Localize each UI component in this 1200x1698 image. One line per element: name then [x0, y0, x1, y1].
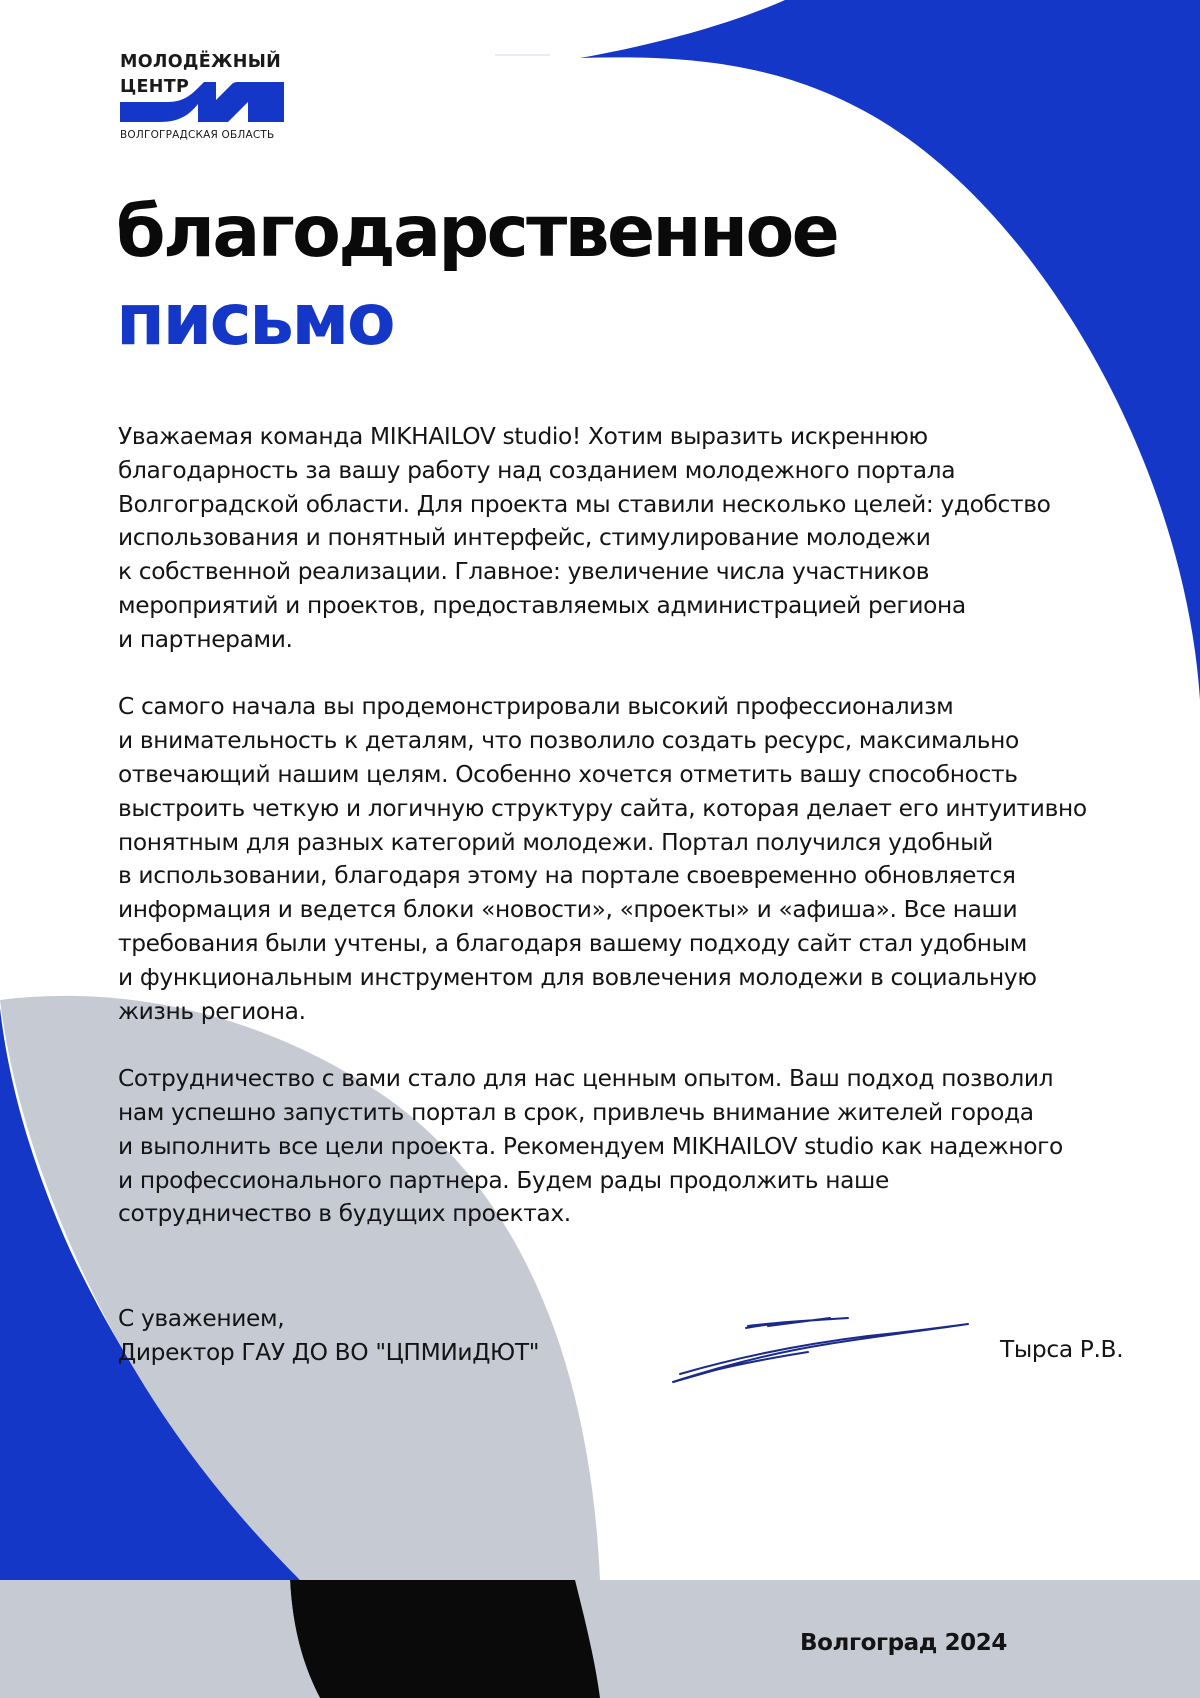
letter-body [118, 420, 1178, 1265]
logo-line-1: МОЛОДЁЖНЫЙ [120, 52, 282, 72]
top-light-stripe [495, 54, 550, 56]
logo-mark-icon [120, 82, 285, 122]
title-line-1: благодарственное [116, 190, 838, 273]
text-line: и функциональным инструментом для вовлечения молодежи в социальную [118, 963, 1037, 991]
text-line: к собственной реализации. Главное: увеличение числа участников [118, 558, 930, 586]
text-line: и партнерами. [118, 625, 293, 653]
text-line: благодарность за вашу работу над созданием молодежного портала [118, 456, 956, 484]
footer-place-year: Волгоград 2024 [800, 1630, 1007, 1656]
closing-position: Директор ГАУ ДО ВО "ЦПМИиДЮТ" [118, 1339, 540, 1366]
bottom-left-blue [0, 1580, 320, 1698]
text-line: и профессионального партнера. Будем рады продолжить наше [118, 1166, 889, 1194]
signature-mark [668, 1308, 978, 1388]
text-line: мероприятий и проектов, предоставляемых администрацией региона [118, 591, 966, 619]
text-line: и внимательность к деталям, что позволило создать ресурс, максимально [118, 727, 1019, 755]
text-line: Волгоградской области. Для проекта мы ставили несколько целей: удобство [118, 490, 1051, 518]
paragraph-1 [118, 420, 1178, 657]
text-line: сотрудничество в будущих проектах. [118, 1200, 571, 1228]
text-line: Сотрудничество с вами стало для нас ценным опытом. Ваш подход позволил [118, 1065, 1054, 1093]
text-line: С самого начала вы продемонстрировали высокий профессионализм [118, 693, 954, 721]
text-line: информация и ведется блоки «новости», «проекты» и «афиша». Все наши [118, 896, 1018, 924]
closing-block [118, 1302, 539, 1370]
text-line: выстроить четкую и логичную структуру сайта, которая делает его интуитивно [118, 794, 1087, 822]
logo-line-2: ЦЕНТР [120, 77, 190, 97]
closing-regards: С уважением, [118, 1305, 285, 1332]
logo-line-3: ВОЛГОГРАДСКАЯ ОБЛАСТЬ [120, 129, 275, 141]
text-line: требования были учтены, а благодаря вашему подходу сайт стал удобным [118, 929, 1027, 957]
signer-name: Тырса Р.В. [1000, 1336, 1124, 1363]
text-line: в использовании, благодаря этому на портале своевременно обновляется [118, 862, 1016, 890]
text-line: отвечающий нашим целям. Особенно хочется отметить вашу способность [118, 760, 1018, 788]
title-line-2: письмо [116, 278, 393, 361]
bottom-black-shape [290, 1580, 600, 1698]
text-line: понятным для разных категорий молодежи. Портал получился удобный [118, 828, 993, 856]
logo [120, 52, 290, 142]
text-line: жизнь региона. [118, 997, 306, 1025]
text-line: Уважаемая команда MIKHAILOV studio! Хотим выразить искреннюю [118, 423, 928, 450]
text-line: и выполнить все цели проекта. Рекомендуем MIKHAILOV studio как надежного [118, 1132, 1063, 1160]
paragraph-3 [118, 1062, 1178, 1231]
text-line: использования и понятный интерфейс, стимулирование молодежи [118, 524, 931, 552]
paragraph-2 [118, 690, 1178, 1028]
text-line: нам успешно запустить портал в срок, привлечь внимание жителей города [118, 1098, 1034, 1126]
